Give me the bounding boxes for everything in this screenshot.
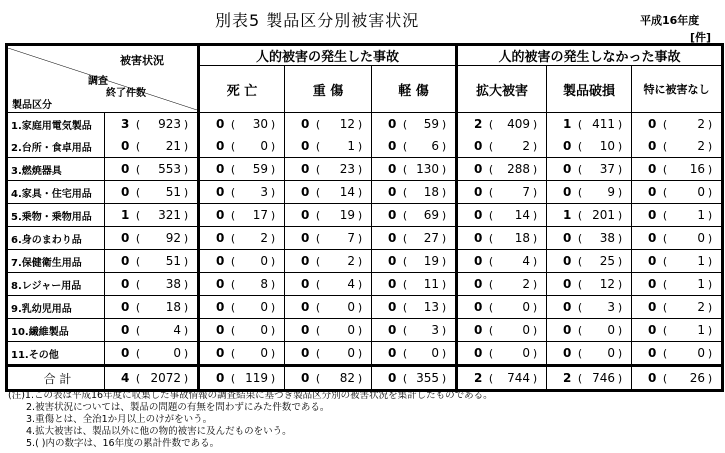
cumulative-count: 0 [607,346,615,360]
completed-count: 0 [216,277,225,291]
value-cell: 1 ( 321 ) [105,204,199,227]
cumulative-count: 411 [592,117,615,131]
cumulative-count: 1 [697,323,705,337]
cumulative-count: 8 [260,277,268,291]
completed-count: 0 [301,117,310,131]
value-cell: 0 ( 21 ) [105,135,199,158]
completed-count: 0 [216,231,225,245]
cumulative-count: 14 [514,208,530,222]
completed-count: 0 [648,231,657,245]
completed-count: 0 [563,300,572,314]
row-label: 1.家庭用電気製品 [7,113,105,136]
completed-count: 0 [216,185,225,199]
value-cell: 0 ( 17 ) [199,204,285,227]
cumulative-count: 0 [260,254,268,268]
cumulative-count: 14 [339,185,355,199]
value-cell: 0 ( 0 ) [632,342,723,366]
cumulative-count: 0 [522,300,530,314]
row-label: 4.家具・住宅用品 [7,181,105,204]
column-header: 重 傷 [285,66,372,113]
value-cell: 0 ( 8 ) [199,273,285,296]
cumulative-count: 0 [347,323,355,337]
table-row [7,158,723,181]
cumulative-count: 2 [347,254,355,268]
row-label: 9.乳幼児用品 [7,296,105,319]
cumulative-count: 25 [599,254,615,268]
footnote: 4.拡大被害は、製品以外に他の物的被害に及んだものをいう。 [26,426,292,437]
completed-count: 0 [563,162,572,176]
completed-count: 0 [301,162,310,176]
cumulative-count: 0 [173,346,181,360]
cumulative-count: 92 [165,231,181,245]
value-cell: 2 ( 409 ) [457,113,547,136]
value-cell: 0 ( 119 ) [199,366,285,391]
cumulative-count: 1 [697,254,705,268]
completed-count: 0 [121,231,130,245]
value-cell: 0 ( 2 ) [632,135,723,158]
completed-count: 0 [388,162,397,176]
cumulative-count: 201 [592,208,615,222]
value-cell: 0 ( 82 ) [285,366,372,391]
value-cell: 0 ( 2 ) [632,296,723,319]
table-row [7,227,723,250]
value-cell: 1 ( 201 ) [547,204,632,227]
completed-count: 0 [563,139,572,153]
value-cell: 0 ( 355 ) [372,366,457,391]
cumulative-count: 0 [607,323,615,337]
completed-count: 0 [388,117,397,131]
cumulative-count: 23 [339,162,355,176]
cumulative-count: 26 [689,371,705,385]
cumulative-count: 0 [522,323,530,337]
row-label: 11.その他 [7,342,105,366]
cumulative-count: 12 [599,277,615,291]
table-row [7,319,723,342]
cumulative-count: 38 [165,277,181,291]
value-cell: 0 ( 18 ) [372,181,457,204]
value-cell: 0 ( 0 ) [199,135,285,158]
value-cell: 0 ( 19 ) [285,204,372,227]
value-cell: 0 ( 0 ) [632,181,723,204]
table-row [7,342,723,366]
footnote: 5.( )内の数字は、16年度の累計件数である。 [26,438,220,449]
value-cell: 0 ( 288 ) [457,158,547,181]
cumulative-count: 2 [697,117,705,131]
completed-count: 0 [648,117,657,131]
value-cell: 0 ( 2 ) [457,135,547,158]
completed-count: 2 [474,371,483,385]
header-completed-count: 終了件数 [106,88,146,99]
cumulative-count: 409 [507,117,530,131]
value-cell: 0 ( 12 ) [547,273,632,296]
value-cell: 1 ( 411 ) [547,113,632,136]
value-cell: 0 ( 4 ) [105,319,199,342]
table-row [7,273,723,296]
completed-count: 0 [301,300,310,314]
row-label: 8.レジャー用品 [7,273,105,296]
completed-count: 0 [563,185,572,199]
cumulative-count: 1 [697,208,705,222]
value-cell: 0 ( 0 ) [285,296,372,319]
value-cell: 0 ( 13 ) [372,296,457,319]
value-cell: 0 ( 0 ) [199,319,285,342]
completed-count: 0 [563,323,572,337]
cumulative-count: 0 [697,185,705,199]
value-cell: 0 ( 0 ) [457,296,547,319]
value-cell: 4 ( 2072 ) [105,366,199,391]
value-cell: 0 ( 0 ) [285,319,372,342]
cumulative-count: 18 [514,231,530,245]
completed-count: 0 [216,323,225,337]
completed-count: 0 [301,208,310,222]
column-header: 製品破損 [547,66,632,113]
cumulative-count: 0 [431,346,439,360]
row-label: 2.台所・食卓用品 [7,135,105,158]
value-cell: 0 ( 0 ) [457,319,547,342]
cumulative-count: 27 [423,231,439,245]
completed-count: 0 [301,277,310,291]
cumulative-count: 13 [423,300,439,314]
completed-count: 0 [216,162,225,176]
cumulative-count: 18 [423,185,439,199]
cumulative-count: 82 [339,371,355,385]
value-cell: 0 ( 1 ) [632,319,723,342]
value-cell: 0 ( 3 ) [199,181,285,204]
row-label: 5.乗物・乗物用品 [7,204,105,227]
value-cell: 0 ( 4 ) [285,273,372,296]
completed-count: 0 [216,208,225,222]
value-cell: 0 ( 27 ) [372,227,457,250]
value-cell: 0 ( 18 ) [105,296,199,319]
group-header-no-injury: 人的被害の発生しなかった事故 [457,45,723,66]
value-cell: 0 ( 0 ) [199,296,285,319]
completed-count: 0 [388,254,397,268]
completed-count: 0 [648,346,657,360]
completed-count: 0 [563,277,572,291]
value-cell: 3 ( 923 ) [105,113,199,136]
cumulative-count: 0 [260,346,268,360]
cumulative-count: 3 [607,300,615,314]
value-cell: 0 ( 7 ) [457,181,547,204]
value-cell: 0 ( 23 ) [285,158,372,181]
value-cell: 0 ( 26 ) [632,366,723,391]
footnote: (注)1.この表は平成16年度に収集した事故情報の調査結果に基づき製品区分別の被害状況を集計したものである。 [8,390,493,401]
completed-count: 0 [648,254,657,268]
cumulative-count: 7 [522,185,530,199]
value-cell: 0 ( 1 ) [632,204,723,227]
completed-count: 0 [563,231,572,245]
cumulative-count: 0 [697,346,705,360]
cumulative-count: 17 [252,208,268,222]
cumulative-count: 2 [697,139,705,153]
value-cell: 0 ( 6 ) [372,135,457,158]
value-cell: 0 ( 18 ) [457,227,547,250]
completed-count: 0 [301,323,310,337]
completed-count: 0 [648,208,657,222]
completed-count: 0 [648,139,657,153]
value-cell: 0 ( 4 ) [457,250,547,273]
completed-count: 0 [216,254,225,268]
cumulative-count: 16 [689,162,705,176]
cumulative-count: 4 [347,277,355,291]
value-cell: 0 ( 0 ) [547,319,632,342]
value-cell: 0 ( 0 ) [199,250,285,273]
table-row [7,296,723,319]
completed-count: 0 [474,231,483,245]
value-cell: 2 ( 746 ) [547,366,632,391]
completed-count: 0 [121,323,130,337]
completed-count: 0 [388,323,397,337]
cumulative-count: 7 [347,231,355,245]
value-cell: 0 ( 0 ) [457,342,547,366]
cumulative-count: 0 [260,323,268,337]
cumulative-count: 4 [173,323,181,337]
completed-count: 0 [474,300,483,314]
completed-count: 0 [216,346,225,360]
value-cell: 0 ( 12 ) [285,113,372,136]
value-cell: 0 ( 37 ) [547,158,632,181]
cumulative-count: 288 [507,162,530,176]
cumulative-count: 321 [158,208,181,222]
cumulative-count: 37 [599,162,615,176]
value-cell: 0 ( 0 ) [547,342,632,366]
value-cell: 0 ( 19 ) [372,250,457,273]
completed-count: 1 [563,208,572,222]
completed-count: 0 [216,300,225,314]
cumulative-count: 69 [423,208,439,222]
value-cell: 0 ( 14 ) [457,204,547,227]
completed-count: 0 [474,139,483,153]
completed-count: 0 [121,300,130,314]
value-cell: 0 ( 59 ) [372,113,457,136]
completed-count: 0 [388,208,397,222]
table-row [7,135,723,158]
completed-count: 0 [121,185,130,199]
cumulative-count: 2 [697,300,705,314]
value-cell: 0 ( 92 ) [105,227,199,250]
cumulative-count: 2072 [150,371,181,385]
corner-header [7,45,199,113]
value-cell: 0 ( 9 ) [547,181,632,204]
header-product-category: 製品区分 [12,100,52,111]
value-cell: 0 ( 16 ) [632,158,723,181]
cumulative-count: 59 [423,117,439,131]
completed-count: 3 [121,117,130,131]
footnote: 3.重傷とは、全治1か月以上のけがをいう。 [26,414,213,425]
cumulative-count: 38 [599,231,615,245]
completed-count: 4 [121,371,130,385]
completed-count: 0 [648,162,657,176]
completed-count: 0 [216,139,225,153]
cumulative-count: 9 [607,185,615,199]
cumulative-count: 3 [260,185,268,199]
cumulative-count: 19 [423,254,439,268]
cumulative-count: 0 [260,300,268,314]
cumulative-count: 0 [260,139,268,153]
value-cell: 0 ( 2 ) [285,250,372,273]
row-label: 7.保健衛生用品 [7,250,105,273]
completed-count: 0 [121,346,130,360]
completed-count: 0 [474,254,483,268]
column-header: 特に被害なし [632,66,723,113]
cumulative-count: 12 [339,117,355,131]
completed-count: 0 [388,139,397,153]
completed-count: 0 [648,300,657,314]
value-cell: 0 ( 130 ) [372,158,457,181]
cumulative-count: 19 [339,208,355,222]
value-cell: 0 ( 59 ) [199,158,285,181]
cumulative-count: 59 [252,162,268,176]
completed-count: 1 [563,117,572,131]
cumulative-count: 6 [431,139,439,153]
value-cell: 0 ( 0 ) [632,227,723,250]
value-cell: 0 ( 1 ) [285,135,372,158]
cumulative-count: 744 [507,371,530,385]
completed-count: 0 [301,139,310,153]
completed-count: 0 [388,277,397,291]
value-cell: 0 ( 2 ) [199,227,285,250]
page-title: 別表5 製品区分別被害状況 [215,11,420,30]
cumulative-count: 51 [165,254,181,268]
completed-count: 0 [388,185,397,199]
value-cell: 0 ( 69 ) [372,204,457,227]
completed-count: 0 [301,346,310,360]
completed-count: 0 [121,139,130,153]
value-cell: 0 ( 11 ) [372,273,457,296]
cumulative-count: 2 [260,231,268,245]
value-cell: 0 ( 51 ) [105,181,199,204]
completed-count: 0 [301,371,310,385]
row-label: 3.燃焼器具 [7,158,105,181]
completed-count: 0 [301,231,310,245]
row-label: 合 計 [7,366,105,391]
completed-count: 0 [388,371,397,385]
value-cell: 0 ( 3 ) [372,319,457,342]
column-header: 軽 傷 [372,66,457,113]
cumulative-count: 11 [423,277,439,291]
value-cell: 0 ( 0 ) [199,342,285,366]
completed-count: 0 [563,254,572,268]
completed-count: 2 [474,117,483,131]
table-row [7,113,723,136]
cumulative-count: 1 [697,277,705,291]
completed-count: 0 [388,346,397,360]
completed-count: 2 [563,371,572,385]
cumulative-count: 1 [347,139,355,153]
cumulative-count: 10 [599,139,615,153]
completed-count: 0 [216,371,225,385]
cumulative-count: 51 [165,185,181,199]
completed-count: 0 [563,346,572,360]
completed-count: 0 [474,277,483,291]
completed-count: 0 [121,162,130,176]
cumulative-count: 21 [165,139,181,153]
completed-count: 0 [648,371,657,385]
value-cell: 0 ( 2 ) [632,113,723,136]
completed-count: 0 [388,231,397,245]
cumulative-count: 553 [158,162,181,176]
value-cell: 0 ( 0 ) [285,342,372,366]
header-damage-status: 被害状況 [120,54,164,67]
value-cell: 0 ( 553 ) [105,158,199,181]
value-cell: 0 ( 1 ) [632,250,723,273]
value-cell: 0 ( 38 ) [547,227,632,250]
table-row [7,250,723,273]
cumulative-count: 0 [347,346,355,360]
value-cell: 0 ( 14 ) [285,181,372,204]
completed-count: 0 [474,185,483,199]
value-cell: 2 ( 744 ) [457,366,547,391]
cumulative-count: 0 [697,231,705,245]
value-cell: 0 ( 2 ) [457,273,547,296]
cumulative-count: 30 [252,117,268,131]
completed-count: 0 [474,208,483,222]
group-header-injury: 人的被害の発生した事故 [199,45,457,66]
column-header: 拡大被害 [457,66,547,113]
completed-count: 0 [474,162,483,176]
completed-count: 0 [648,185,657,199]
value-cell: 0 ( 51 ) [105,250,199,273]
table-row [7,181,723,204]
value-cell: 0 ( 30 ) [199,113,285,136]
completed-count: 0 [121,254,130,268]
value-cell: 0 ( 0 ) [372,342,457,366]
cumulative-count: 2 [522,277,530,291]
completed-count: 0 [388,300,397,314]
value-cell: 0 ( 1 ) [632,273,723,296]
cumulative-count: 4 [522,254,530,268]
cumulative-count: 923 [158,117,181,131]
completed-count: 1 [121,208,130,222]
footnotes [8,390,493,450]
damage-table [5,43,724,392]
cumulative-count: 0 [522,346,530,360]
completed-count: 0 [121,277,130,291]
value-cell: 0 ( 7 ) [285,227,372,250]
cumulative-count: 130 [416,162,439,176]
row-label: 10.繊維製品 [7,319,105,342]
table-row [7,204,723,227]
column-header: 死 亡 [199,66,285,113]
completed-count: 0 [301,185,310,199]
completed-count: 0 [301,254,310,268]
value-cell: 0 ( 10 ) [547,135,632,158]
fiscal-year: 平成16年度 [640,14,700,27]
value-cell: 0 ( 25 ) [547,250,632,273]
completed-count: 0 [474,323,483,337]
completed-count: 0 [216,117,225,131]
unit-label: [件] [690,31,712,44]
cumulative-count: 3 [431,323,439,337]
cumulative-count: 119 [245,371,268,385]
completed-count: 0 [648,277,657,291]
value-cell: 0 ( 38 ) [105,273,199,296]
value-cell: 0 ( 0 ) [105,342,199,366]
row-label: 6.身のまわり品 [7,227,105,250]
header-survey: 調査 [88,76,108,87]
completed-count: 0 [474,346,483,360]
cumulative-count: 355 [416,371,439,385]
cumulative-count: 0 [347,300,355,314]
cumulative-count: 2 [522,139,530,153]
completed-count: 0 [648,323,657,337]
footnote: 2.被害状況については、製品の問題の有無を問わずにみた件数である。 [26,402,330,413]
table-row [7,366,723,391]
cumulative-count: 746 [592,371,615,385]
value-cell: 0 ( 3 ) [547,296,632,319]
cumulative-count: 18 [165,300,181,314]
